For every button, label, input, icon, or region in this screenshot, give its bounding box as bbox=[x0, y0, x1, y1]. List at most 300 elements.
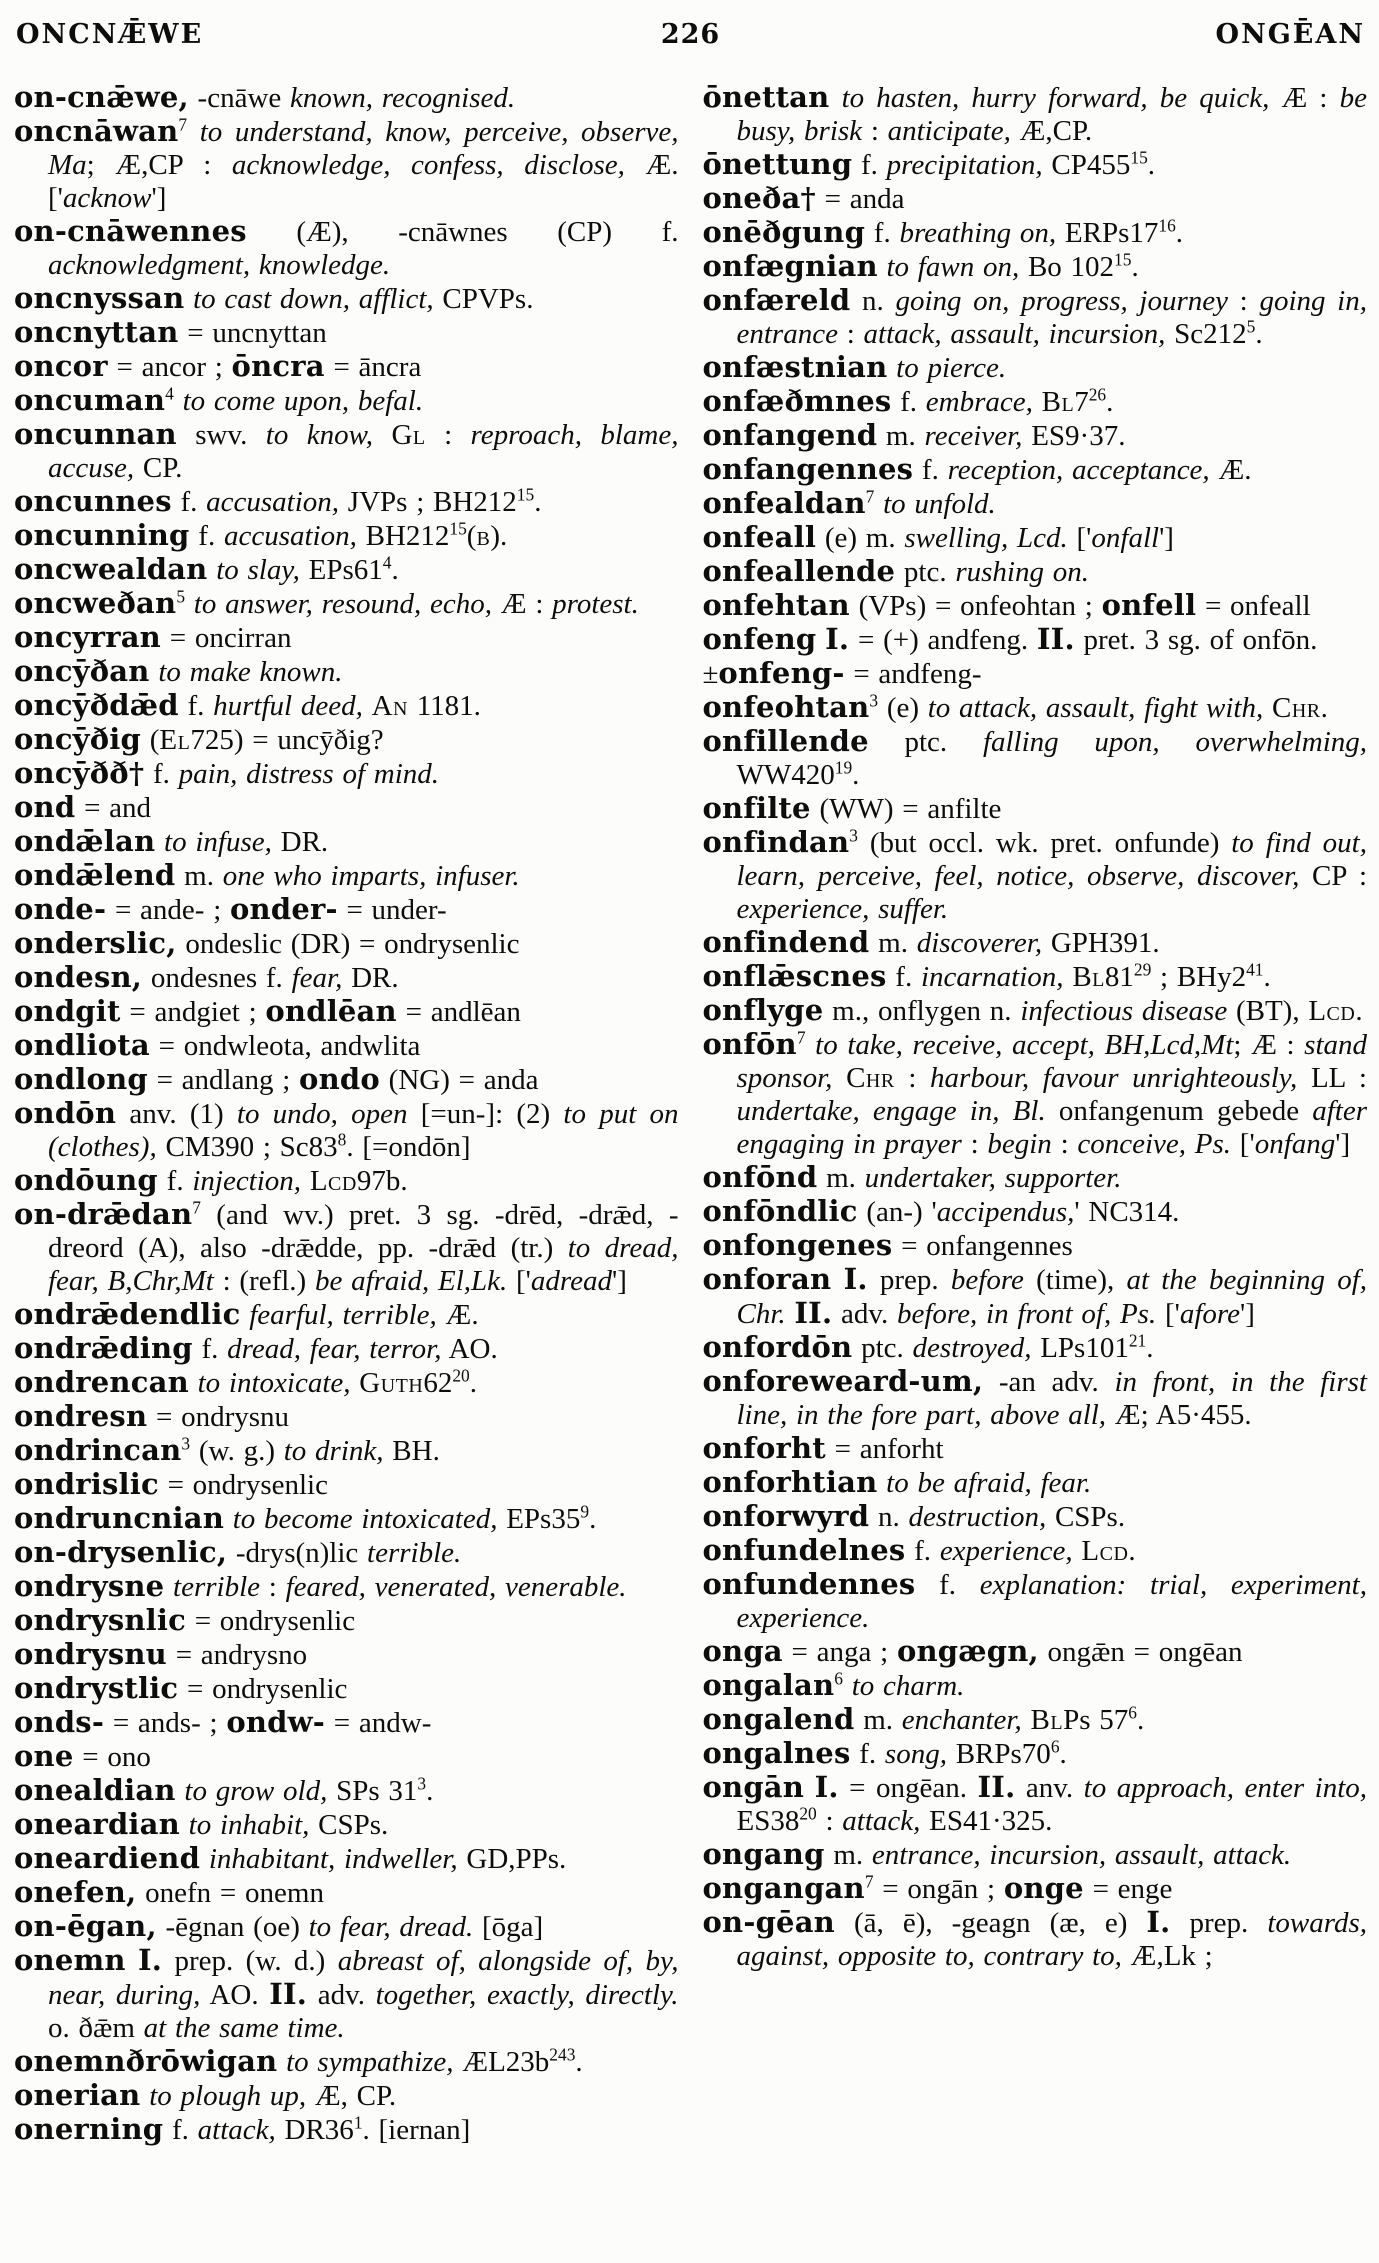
headword: onfillende bbox=[702, 724, 869, 758]
dictionary-entry bbox=[703, 792, 1368, 826]
entry-segment: f. bbox=[178, 690, 214, 722]
entry-segment: together, exactly, directly. bbox=[375, 1979, 679, 2011]
entry-segment bbox=[1263, 692, 1272, 724]
entry-segment: fearful, terrible, bbox=[240, 1299, 437, 1331]
entry-segment: El bbox=[159, 724, 191, 756]
entry-segment: to understand, know, perceive, observe, Ma bbox=[48, 116, 679, 181]
entry-segment: to be afraid, fear. bbox=[877, 1467, 1092, 1499]
headword: oncȳðig bbox=[14, 722, 141, 756]
entry-segment: to make known. bbox=[149, 656, 343, 688]
dictionary-entry bbox=[703, 826, 1368, 926]
headword: ondǣlend bbox=[14, 858, 176, 892]
entry-segment: accipendus, bbox=[936, 1196, 1075, 1228]
headword: ongalan bbox=[702, 1668, 835, 1702]
entry-segment: GD,PPs. bbox=[457, 1843, 567, 1875]
entry-segment: . bbox=[1106, 386, 1114, 418]
entry-segment: to fear, dread. bbox=[308, 1911, 474, 1943]
entry-segment: = uncnyttan bbox=[178, 317, 327, 349]
headword: oncunnes bbox=[14, 484, 172, 518]
entry-segment: Æ,Lk ; bbox=[1121, 1940, 1213, 1972]
entry-segment: = ondwleota, andwlita bbox=[149, 1030, 421, 1062]
dictionary-entry bbox=[703, 960, 1368, 994]
dictionary-entry bbox=[703, 1838, 1368, 1872]
headword: oncweðan bbox=[14, 586, 177, 620]
entry-segment: CM390 ; Sc83 bbox=[156, 1131, 338, 1163]
entry-segment: to find out, learn, perceive, feel, notice, observe, discover, bbox=[736, 827, 1367, 892]
entry-segment: 6 bbox=[834, 1668, 843, 1689]
entry-segment: to dread, fear, B,Chr,Mt bbox=[48, 1232, 679, 1297]
entry-segment: to intoxicate, bbox=[188, 1367, 351, 1399]
entry-segment: Æ : bbox=[1269, 82, 1340, 114]
entry-segment: 15 bbox=[1114, 249, 1132, 270]
entry-segment bbox=[804, 1772, 815, 1804]
headword: onfæðmnes bbox=[702, 384, 892, 418]
entry-segment: 7 bbox=[1074, 386, 1089, 418]
headword: onfeng- bbox=[718, 656, 845, 690]
dictionary-entry bbox=[14, 2079, 679, 2113]
dictionary-entry bbox=[703, 725, 1368, 792]
entry-segment: [' bbox=[507, 1265, 531, 1297]
entry-segment: SPs 31 bbox=[327, 1775, 418, 1807]
entry-segment: acknow bbox=[62, 182, 152, 214]
headword: onforan bbox=[702, 1262, 832, 1296]
headword: I. bbox=[138, 1943, 163, 1977]
entry-segment: (an-) ' bbox=[857, 1196, 937, 1228]
dictionary-entry bbox=[14, 519, 679, 553]
headword: ondesn, bbox=[14, 960, 143, 994]
entry-segment: anticipate, bbox=[887, 115, 1011, 147]
entry-segment: f. bbox=[171, 486, 207, 518]
entry-segment: -drys(n)lic bbox=[227, 1537, 368, 1569]
entry-segment: 7 bbox=[796, 1027, 806, 1048]
headword: ondōn bbox=[14, 1096, 117, 1130]
headword: ondrysnu bbox=[14, 1637, 167, 1671]
dictionary-entry bbox=[14, 791, 679, 825]
entry-segment: ES41·325. bbox=[920, 1805, 1053, 1837]
entry-segment: WW420 bbox=[736, 759, 835, 791]
entry-segment: to undo, open bbox=[236, 1098, 408, 1130]
headword: ongalend bbox=[702, 1702, 855, 1736]
dictionary-entry bbox=[14, 1876, 679, 1910]
headword: onemn bbox=[14, 1943, 126, 1977]
entry-segment: 6 bbox=[1128, 1702, 1137, 1723]
entry-segment bbox=[373, 419, 391, 451]
entry-segment: attack, assault, incursion, bbox=[863, 318, 1166, 350]
entry-segment: in front, in the first line, in the fore part, above all, bbox=[736, 1366, 1367, 1431]
entry-segment: ± bbox=[702, 658, 719, 690]
entry-segment: 4 bbox=[165, 383, 174, 404]
entry-segment: to know, bbox=[265, 419, 374, 451]
entry-segment: f. bbox=[850, 1738, 885, 1770]
headword: onge bbox=[1003, 1871, 1084, 1905]
entry-segment: ptc. bbox=[895, 556, 956, 588]
entry-segment: pret. 3 sg. of onfōn. bbox=[1074, 624, 1318, 656]
entry-segment: undertaker, supporter. bbox=[864, 1162, 1122, 1194]
dictionary-entry bbox=[14, 1740, 679, 1774]
entry-segment: anv. bbox=[1015, 1772, 1084, 1804]
entry-segment: ongǣn = ongēan bbox=[1038, 1636, 1243, 1668]
dictionary-entry bbox=[703, 385, 1368, 419]
entry-segment: embrace, bbox=[925, 386, 1033, 418]
dictionary-entry bbox=[14, 723, 679, 757]
header-left-word: ONCNǢWE bbox=[16, 19, 204, 50]
headword: ondresn bbox=[14, 1399, 148, 1433]
entry-segment: prep. bbox=[867, 1264, 951, 1296]
dictionary-entry bbox=[14, 621, 679, 655]
entry-segment: ondeslic (DR) = ondrysenlic bbox=[176, 928, 520, 960]
dictionary-entry bbox=[14, 655, 679, 689]
headword: onefen, bbox=[14, 1875, 137, 1909]
headword: onfōndlic bbox=[702, 1194, 858, 1228]
entry-segment: to sympathize, bbox=[277, 2046, 454, 2078]
dictionary-entry bbox=[14, 115, 679, 215]
dictionary-entry bbox=[703, 1365, 1368, 1432]
headword: ondgit bbox=[14, 994, 121, 1028]
dictionary-entry bbox=[703, 1331, 1368, 1365]
entry-segment: to charm. bbox=[843, 1670, 965, 1702]
entry-segment: = andlang ; bbox=[147, 1064, 300, 1096]
dictionary-entry bbox=[14, 689, 679, 723]
dictionary-entry bbox=[14, 825, 679, 859]
entry-segment: afore bbox=[1179, 1298, 1240, 1330]
entry-segment: DR. bbox=[342, 962, 399, 994]
headword: oncȳðð† bbox=[14, 756, 145, 790]
dictionary-entry bbox=[703, 419, 1368, 453]
entry-segment: '] bbox=[1239, 1298, 1255, 1330]
entry-segment: f. bbox=[852, 149, 887, 181]
entry-segment: hurtful deed, bbox=[213, 690, 363, 722]
entry-segment: = ancor ; bbox=[107, 351, 232, 383]
dictionary-entry bbox=[703, 994, 1368, 1028]
entry-segment: 20 bbox=[452, 1365, 470, 1386]
dictionary-entry bbox=[14, 1842, 679, 1876]
headword: ondrysnlic bbox=[14, 1603, 186, 1637]
headword: on-gēan bbox=[702, 1905, 835, 1939]
headword: ondrysne bbox=[14, 1569, 165, 1603]
entry-segment: . bbox=[1263, 961, 1271, 993]
headword: one bbox=[14, 1739, 74, 1773]
dictionary-entry bbox=[14, 1400, 679, 1434]
headword: onfōnd bbox=[702, 1160, 818, 1194]
entry-segment: precipitation, bbox=[886, 149, 1043, 181]
entry-segment: = andfeng- bbox=[844, 658, 982, 690]
entry-segment: : bbox=[816, 1805, 843, 1837]
entry-segment: Æ. bbox=[1209, 454, 1252, 486]
headword: ongalnes bbox=[702, 1736, 851, 1770]
entry-segment: ; Æ,CP : bbox=[86, 149, 232, 181]
entry-segment: Bo 102 bbox=[1019, 251, 1115, 283]
entry-segment: to come upon, befal. bbox=[173, 385, 424, 417]
entry-segment: terrible bbox=[164, 1571, 261, 1603]
entry-segment: be afraid, El,Lk. bbox=[314, 1265, 508, 1297]
entry-segment: experience, suffer. bbox=[736, 893, 949, 925]
dictionary-entry bbox=[703, 691, 1368, 725]
headword: on-cnǣwe, bbox=[14, 80, 189, 114]
headword: II. bbox=[977, 1770, 1016, 1804]
entry-segment: 41 bbox=[1246, 959, 1264, 980]
entry-segment: '] bbox=[151, 182, 167, 214]
headword: ōncra bbox=[231, 349, 325, 383]
entry-segment: m. bbox=[817, 1162, 865, 1194]
headword: oncnyttan bbox=[14, 315, 179, 349]
entry-segment: Ps 57 bbox=[1063, 1704, 1129, 1736]
entry-segment: m. bbox=[824, 1839, 872, 1871]
entry-segment bbox=[831, 1264, 843, 1296]
entry-segment: protest. bbox=[552, 588, 639, 620]
entry-segment: inhabitant, indweller, bbox=[200, 1843, 458, 1875]
entry-segment: . bbox=[1128, 1535, 1136, 1567]
headword: onfangend bbox=[702, 418, 878, 452]
headword: ōnettan bbox=[702, 80, 830, 114]
dictionary-entry bbox=[14, 1604, 679, 1638]
entry-segment: 9 bbox=[580, 1501, 590, 1522]
entry-segment: AO. bbox=[200, 1979, 270, 2011]
entry-segment bbox=[1033, 386, 1042, 418]
dictionary-entry bbox=[14, 859, 679, 893]
entry-segment: ptc. bbox=[868, 726, 983, 758]
entry-segment: reception, acceptance, bbox=[947, 454, 1210, 486]
entry-segment: pain, distress of mind. bbox=[178, 758, 440, 790]
entry-segment: to fawn on, bbox=[877, 251, 1020, 283]
entry-segment: : bbox=[1051, 1128, 1078, 1160]
entry-segment: 3 bbox=[869, 690, 879, 711]
entry-segment: [' bbox=[1231, 1128, 1255, 1160]
headword: onde- bbox=[14, 892, 107, 926]
entry-segment: [' bbox=[1067, 522, 1092, 554]
headword: ongang bbox=[702, 1837, 825, 1871]
headword: onerian bbox=[14, 2078, 141, 2112]
entry-segment: experience, bbox=[939, 1535, 1073, 1567]
entry-segment: incarnation, bbox=[920, 961, 1064, 993]
entry-segment: song, bbox=[884, 1738, 947, 1770]
entry-segment: = andw- bbox=[325, 1707, 432, 1739]
entry-segment: m. bbox=[175, 860, 223, 892]
dictionary-entry bbox=[703, 1703, 1368, 1737]
entry-segment: (Æ), -cnāwnes (CP) f. bbox=[246, 216, 679, 248]
entry-segment: [' bbox=[1156, 1298, 1180, 1330]
entry-segment: = onfangennes bbox=[892, 1230, 1073, 1262]
entry-segment: = anga ; bbox=[782, 1636, 897, 1668]
headword: ondlong bbox=[14, 1062, 148, 1096]
entry-segment: adv. bbox=[307, 1979, 376, 2011]
entry-segment: to put on (clothes), bbox=[48, 1098, 679, 1163]
entry-segment: 6 bbox=[1050, 1736, 1060, 1757]
entry-segment: prep. bbox=[1170, 1907, 1268, 1939]
entry-segment: . bbox=[1355, 995, 1363, 1027]
entry-segment: Æ : bbox=[492, 588, 553, 620]
entry-segment: AO. bbox=[441, 1333, 498, 1365]
entry-segment: 3 bbox=[417, 1773, 427, 1794]
headword: ondo bbox=[299, 1062, 380, 1096]
entry-segment: . bbox=[426, 1775, 434, 1807]
entry-segment: to plough up, bbox=[140, 2080, 307, 2112]
dictionary-entry bbox=[703, 351, 1368, 385]
entry-segment: ondesnes f. bbox=[142, 962, 292, 994]
entry-segment: = andrysno bbox=[166, 1639, 308, 1671]
entry-segment: f. bbox=[163, 2114, 198, 2146]
entry-segment: '] bbox=[1335, 1128, 1351, 1160]
entry-segment: = ands- ; bbox=[104, 1707, 227, 1739]
dictionary-entry bbox=[703, 182, 1368, 216]
dictionary-entry bbox=[14, 485, 679, 519]
dictionary-entry bbox=[14, 2113, 679, 2147]
entry-segment: 15 bbox=[516, 484, 535, 505]
headword: I. bbox=[843, 1262, 868, 1296]
entry-segment: swv. bbox=[176, 419, 266, 451]
entry-segment: to pierce. bbox=[887, 352, 1007, 384]
entry-segment: CP455 bbox=[1042, 149, 1131, 181]
dictionary-entry bbox=[14, 893, 679, 927]
entry-segment: [=un-]: (2) bbox=[407, 1098, 564, 1130]
entry-segment: '] bbox=[612, 1265, 627, 1297]
entry-segment: fear, bbox=[291, 962, 343, 994]
dictionary-entry bbox=[14, 1944, 679, 2045]
dictionary-entry bbox=[14, 1774, 679, 1808]
headword: ondruncnian bbox=[14, 1501, 224, 1535]
dictionary-entry bbox=[14, 384, 679, 418]
entry-segment: Chr bbox=[846, 1062, 895, 1094]
entry-segment: acknowledgment, knowledge. bbox=[48, 249, 391, 281]
entry-segment: undertake, engage in, Bl. bbox=[736, 1095, 1046, 1127]
dictionary-entry bbox=[14, 2045, 679, 2079]
headword: ondliota bbox=[14, 1028, 150, 1062]
dictionary-entry bbox=[14, 1298, 679, 1332]
entry-segment: Æ,CP. bbox=[1010, 115, 1093, 147]
entry-segment: 1 bbox=[353, 2112, 363, 2133]
headword: oncunnan bbox=[14, 417, 177, 451]
entry-segment: discoverer, bbox=[916, 927, 1043, 959]
entry-segment: Sc212 bbox=[1165, 318, 1247, 350]
headword: I. bbox=[825, 622, 850, 656]
dictionary-entry bbox=[703, 1229, 1368, 1263]
entry-segment: injection, bbox=[192, 1165, 302, 1197]
entry-segment: f. bbox=[886, 961, 921, 993]
entry-segment: attack, bbox=[842, 1805, 921, 1837]
entry-segment: 16 bbox=[1158, 215, 1176, 236]
headword: ōnettung bbox=[702, 147, 853, 181]
dictionary-entry bbox=[14, 418, 679, 485]
headword: onfundennes bbox=[702, 1567, 916, 1601]
entry-segment: onfall bbox=[1091, 522, 1160, 554]
headword: onemnðrōwigan bbox=[14, 2044, 278, 2078]
entry-segment: Bl bbox=[1041, 386, 1075, 418]
entry-segment bbox=[816, 624, 825, 656]
entry-segment: = onfeall bbox=[1196, 590, 1311, 622]
headword: oncȳðdǣd bbox=[14, 688, 179, 722]
entry-segment: 81 bbox=[1104, 961, 1134, 993]
dictionary-entry bbox=[703, 1737, 1368, 1771]
entry-segment: LPs101 bbox=[1031, 1332, 1129, 1364]
entry-segment: '] bbox=[1159, 522, 1174, 554]
headword: onflǣscnes bbox=[702, 959, 887, 993]
entry-segment bbox=[301, 1165, 310, 1197]
dictionary-entry bbox=[14, 1706, 679, 1740]
entry-segment: (WW) = anfilte bbox=[810, 793, 1002, 825]
entry-segment: abreast of, alongside of, by, near, during, bbox=[48, 1945, 679, 2011]
dictionary-entry bbox=[14, 927, 679, 961]
entry-segment: = anforht bbox=[825, 1433, 944, 1465]
entry-segment: -ēgnan (oe) bbox=[156, 1911, 309, 1943]
headword: oneardiend bbox=[14, 1841, 201, 1875]
dictionary-entry bbox=[14, 1536, 679, 1570]
entry-segment: : bbox=[1228, 285, 1260, 317]
entry-segment: terrible. bbox=[367, 1537, 462, 1569]
entry-segment: breathing on, bbox=[899, 217, 1057, 249]
entry-segment: to unfold. bbox=[874, 488, 996, 520]
entry-segment: (VPs) = onfeohtan ; bbox=[849, 590, 1102, 622]
headword: onfōn bbox=[702, 1027, 797, 1061]
entry-segment: destruction, bbox=[908, 1501, 1047, 1533]
headword: onderslic, bbox=[14, 926, 177, 960]
entry-segment: f. bbox=[189, 520, 224, 552]
entry-segment: ERPs17 bbox=[1056, 217, 1159, 249]
dictionary-entry bbox=[703, 555, 1368, 589]
dictionary-entry bbox=[703, 1432, 1368, 1466]
headword: onēðgung bbox=[702, 215, 866, 249]
entry-segment: = ongēan. bbox=[838, 1772, 978, 1804]
entry-segment: = andgiet ; bbox=[120, 996, 266, 1028]
entry-segment: ( bbox=[140, 724, 160, 756]
dictionary-entry bbox=[14, 1029, 679, 1063]
dictionary-entry bbox=[703, 657, 1368, 691]
headword: onfealdan bbox=[702, 486, 866, 520]
entry-segment: ; Æ : bbox=[1233, 1029, 1305, 1061]
entry-segment: rushing on. bbox=[955, 556, 1089, 588]
entry-segment: 5 bbox=[1246, 316, 1256, 337]
entry-segment: n. bbox=[869, 1501, 909, 1533]
entry-segment: . bbox=[1136, 1704, 1145, 1736]
entry-segment: 8 bbox=[337, 1129, 347, 1150]
entry-segment: [ōga] bbox=[473, 1911, 544, 1943]
dictionary-entry bbox=[703, 623, 1368, 657]
dictionary-entry bbox=[14, 81, 679, 115]
dictionary-entry bbox=[703, 1263, 1368, 1331]
entry-segment: to inhabit, bbox=[179, 1809, 310, 1841]
entry-segment: before, in front of, Ps. bbox=[897, 1298, 1157, 1330]
entry-segment: to grow old, bbox=[175, 1775, 328, 1807]
dictionary-entry bbox=[14, 553, 679, 587]
dictionary-entry bbox=[14, 995, 679, 1029]
entry-segment: : (refl.) bbox=[213, 1265, 315, 1297]
dictionary-entry bbox=[14, 961, 679, 995]
dictionary-entry bbox=[703, 148, 1368, 182]
entry-segment: b bbox=[476, 520, 491, 552]
dictionary-entry bbox=[14, 1198, 679, 1298]
entry-segment: 7 bbox=[178, 114, 188, 135]
entry-segment: ' NC314. bbox=[1074, 1196, 1180, 1228]
entry-segment: f. bbox=[192, 1333, 228, 1365]
entry-segment: o. ðǣm bbox=[48, 2012, 144, 2044]
entry-segment: . bbox=[534, 486, 542, 518]
entry-segment: EPs35 bbox=[497, 1503, 581, 1535]
entry-segment: CP : bbox=[1299, 860, 1367, 892]
entry-segment: CSPs. bbox=[1046, 1501, 1126, 1533]
headword: II. bbox=[794, 1296, 833, 1330]
headword: oncyrran bbox=[14, 620, 161, 654]
entry-segment: ES9·37. bbox=[1022, 420, 1126, 452]
headword: oncunning bbox=[14, 518, 190, 552]
entry-segment bbox=[126, 1945, 138, 1977]
dictionary-entry bbox=[14, 1910, 679, 1944]
headword: onfeall bbox=[702, 520, 817, 554]
headword: onfell bbox=[1101, 588, 1197, 622]
headword: oncȳðan bbox=[14, 654, 150, 688]
headword: oncnyssan bbox=[14, 281, 185, 315]
entry-segment: (NG) = anda bbox=[379, 1064, 539, 1096]
headword: I. bbox=[814, 1770, 839, 1804]
headword: ondrǣdendlic bbox=[14, 1297, 241, 1331]
headword: on-ēgan, bbox=[14, 1909, 157, 1943]
